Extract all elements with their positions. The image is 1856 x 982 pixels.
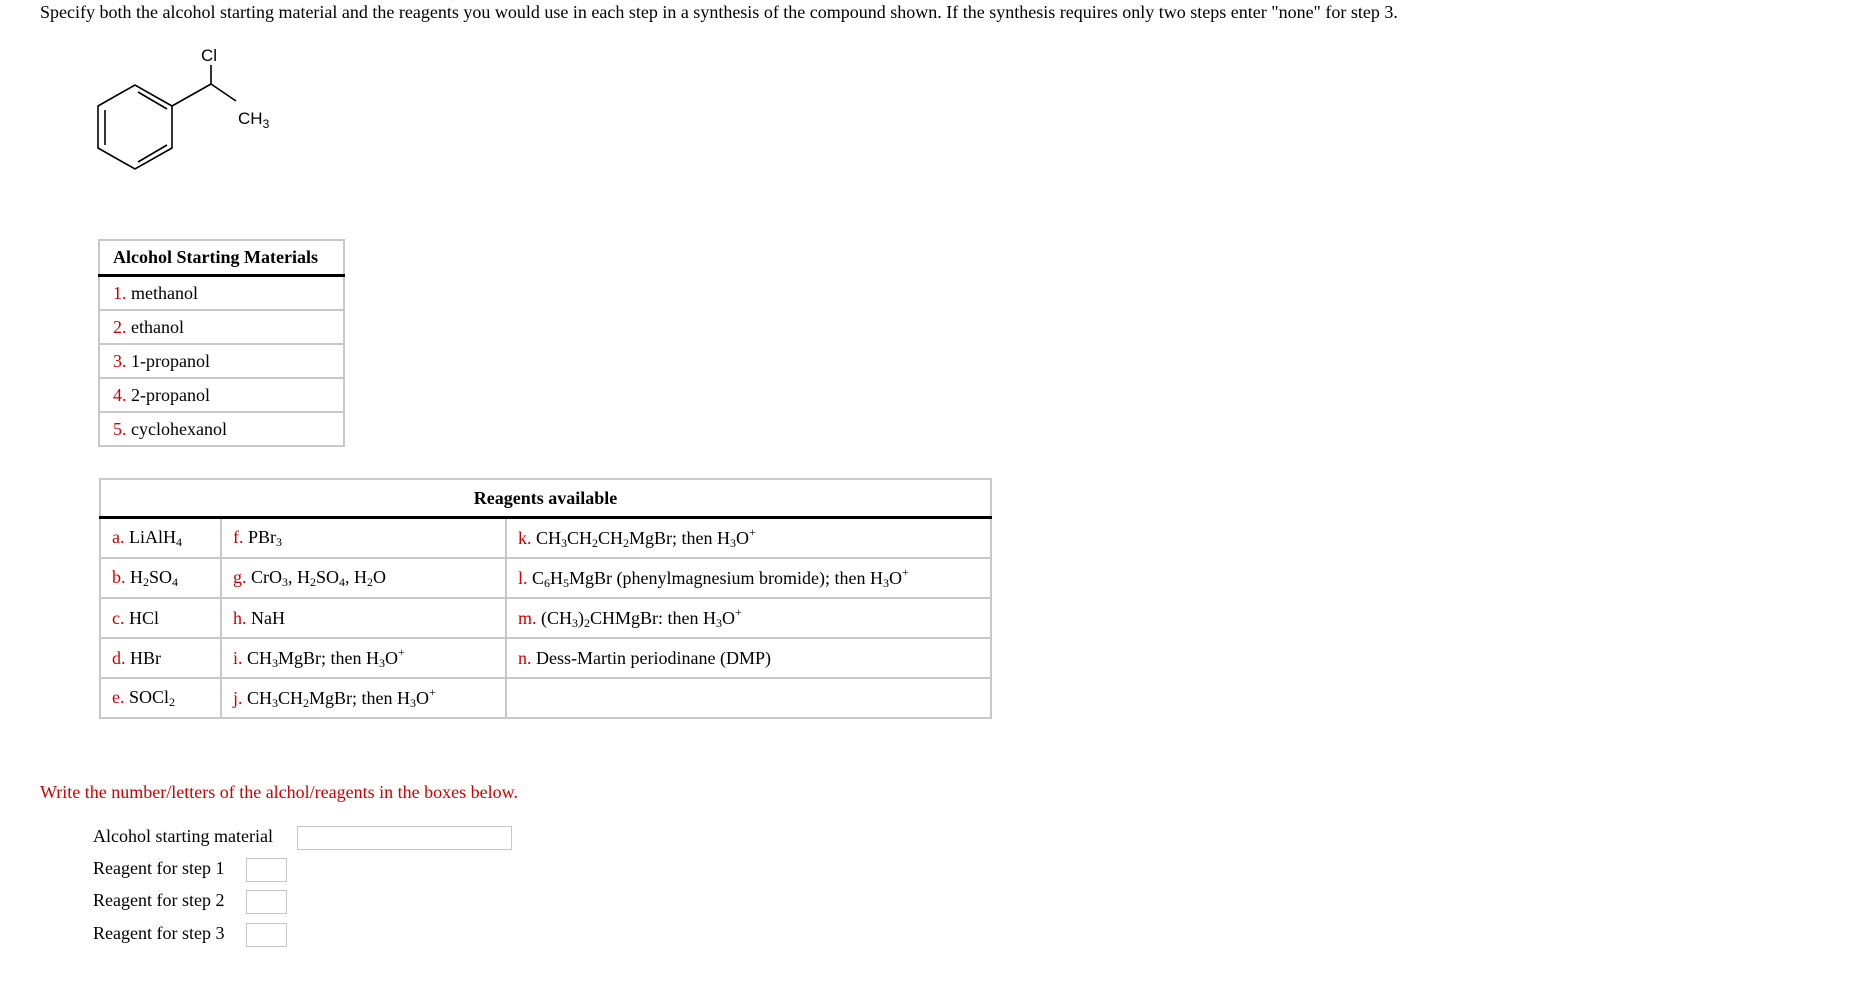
reagent-cell	[100, 678, 221, 718]
reagent-row	[100, 678, 991, 718]
formula-part: 6	[544, 576, 551, 590]
step2-answer-label: Reagent for step 2	[93, 890, 225, 910]
formula-part: 3	[716, 616, 723, 630]
formula-part: (CH	[541, 608, 573, 628]
formula-part: +	[429, 685, 436, 699]
formula-part: 3	[572, 616, 579, 630]
alcohol-row	[99, 276, 344, 311]
reagent-cell	[221, 678, 506, 718]
reagent-row	[100, 638, 991, 678]
formula-part: CrO	[251, 566, 282, 587]
alcohol-label: 2.	[113, 316, 127, 337]
reagent-label: f.	[233, 526, 244, 547]
reagent-formula	[251, 608, 285, 628]
formula-part: 2	[303, 696, 310, 710]
reagent-row	[100, 518, 991, 559]
reagent-cell	[221, 598, 506, 638]
formula-part: 4	[339, 574, 346, 589]
formula-part: CH	[536, 528, 562, 548]
chiral-to-methyl-bond	[211, 84, 236, 101]
alcohol-name: 1-propanol	[131, 350, 210, 371]
alcohol-name: methanol	[131, 282, 198, 303]
alcohol-name: 2-propanol	[131, 384, 210, 405]
formula-part: , H	[345, 566, 368, 587]
reagent-formula	[532, 565, 909, 590]
reagent-formula	[536, 525, 756, 550]
formula-part: 5	[563, 576, 570, 590]
formula-part: 3	[379, 656, 386, 670]
reagent-cell	[506, 638, 991, 678]
formula-part: 3	[272, 656, 279, 670]
reagent-table	[99, 478, 992, 719]
formula-part: CH	[278, 688, 304, 708]
reagent-cell	[221, 518, 506, 559]
reagent-formula	[251, 567, 386, 587]
formula-part: O	[385, 648, 399, 668]
formula-part: 2	[584, 616, 591, 630]
alcohol-label: 3.	[113, 350, 127, 371]
alcohol-cell	[99, 378, 344, 412]
formula-part: 3	[561, 536, 568, 550]
step1-answer-label: Reagent for step 1	[93, 858, 225, 878]
reagent-cell	[506, 518, 991, 559]
formula-part: O	[416, 688, 430, 708]
formula-part: 2	[310, 574, 316, 589]
formula-part: CH	[598, 528, 624, 548]
formula-part: MgBr (phenylmagnesium bromide); then H	[569, 568, 883, 588]
reagent-label: a.	[112, 526, 125, 547]
step1-answer-input[interactable]	[246, 858, 287, 882]
formula-part: SO	[316, 566, 340, 587]
step2-answer-input[interactable]	[246, 890, 287, 914]
alcohol-row	[99, 344, 344, 378]
reagent-cell	[100, 518, 221, 559]
formula-part: CH	[247, 648, 273, 668]
formula-part: C	[532, 568, 545, 588]
alcohol-label: 5.	[113, 418, 127, 439]
reagent-cell	[506, 598, 991, 638]
alcohol-label: 4.	[113, 384, 127, 405]
chlorine-label: Cl	[201, 46, 218, 65]
reagent-formula	[130, 567, 178, 587]
question-text: Specify both the alcohol starting material and the reagents you would use in each step in a synthesis of the compound shown. If the synthesis requires only two steps enter "none" for step 3.	[40, 2, 1398, 22]
formula-part: SO	[149, 566, 173, 587]
alcohol-label: 1.	[113, 282, 127, 303]
reagent-label: g.	[233, 566, 247, 587]
formula-part: Dess-Martin periodinane (DMP)	[536, 647, 771, 668]
formula-part: O	[888, 568, 902, 588]
reagent-formula	[129, 687, 175, 707]
formula-part: MgBr; then H	[278, 648, 380, 668]
formula-part: NaH	[251, 607, 285, 628]
alcohol-answer-label: Alcohol starting material	[93, 826, 273, 846]
formula-part: 4	[172, 574, 179, 589]
formula-part: 2	[592, 536, 599, 550]
reagent-formula	[247, 685, 436, 710]
alcohol-cell	[99, 412, 344, 446]
formula-part: O	[722, 608, 736, 628]
reagent-label: m.	[518, 608, 537, 628]
alcohol-table-header: Alcohol Starting Materials	[99, 240, 344, 276]
formula-part: , H	[288, 566, 310, 587]
formula-part: O	[736, 528, 750, 548]
formula-part: HBr	[130, 647, 161, 668]
alcohol-row	[99, 378, 344, 412]
molecule-structure	[0, 0, 320, 200]
reagent-label: c.	[112, 607, 125, 628]
methyl-label: $CH_3$	[238, 109, 270, 131]
reagent-row	[100, 598, 991, 638]
alcohol-row	[99, 412, 344, 446]
formula-part: 2	[143, 574, 149, 589]
formula-part: CH	[567, 528, 593, 548]
reagent-label: i.	[233, 648, 243, 668]
formula-part: SOCl	[129, 686, 170, 707]
formula-part: HCl	[129, 607, 160, 628]
reagent-label: d.	[112, 647, 126, 668]
formula-part: )	[578, 608, 585, 628]
formula-part: H	[130, 566, 143, 587]
benzene-ring	[98, 85, 172, 169]
reagent-cell	[100, 558, 221, 598]
alcohol-row	[99, 310, 344, 344]
formula-part: 2	[623, 536, 630, 550]
formula-part: 4	[176, 534, 182, 549]
alcohol-cell	[99, 310, 344, 344]
formula-part: +	[398, 645, 405, 659]
reagent-label: l.	[518, 568, 528, 588]
step3-answer-label: Reagent for step 3	[93, 923, 225, 943]
formula-part: +	[749, 525, 756, 539]
reagent-formula	[129, 527, 182, 547]
formula-part: CHMgBr: then H	[590, 608, 717, 628]
reagent-formula	[130, 648, 161, 668]
formula-part: CH	[247, 688, 273, 708]
reagent-formula	[541, 605, 742, 630]
reagent-table-header: Reagents available	[100, 479, 991, 518]
formula-part: 3	[410, 696, 417, 710]
alcohol-name: ethanol	[131, 316, 184, 337]
formula-part: PBr	[248, 526, 277, 547]
reagent-formula	[536, 648, 771, 668]
reagent-label: k.	[518, 528, 532, 548]
reagent-label: j.	[233, 688, 243, 708]
reagent-formula	[129, 608, 159, 628]
formula-part: 3	[276, 534, 283, 549]
alcohol-cell	[99, 344, 344, 378]
reagent-label: h.	[233, 607, 247, 628]
alcohol-cell	[99, 276, 344, 311]
formula-part: MgBr; then H	[309, 688, 411, 708]
step3-answer-input[interactable]	[246, 923, 287, 947]
reagent-cell	[100, 638, 221, 678]
formula-part: 2	[169, 694, 176, 709]
instruction-text: Write the number/letters of the alchol/reagents in the boxes below.	[40, 782, 518, 802]
formula-part: 3	[272, 696, 279, 710]
reagent-row	[100, 558, 991, 598]
formula-part: +	[901, 565, 909, 579]
formula-part: LiAlH	[129, 526, 176, 547]
reagent-cell	[506, 558, 991, 598]
alcohol-table	[98, 239, 345, 447]
formula-part: 2	[367, 574, 374, 589]
ring-to-chiral-bond	[172, 84, 211, 106]
formula-part: MgBr; then H	[629, 528, 731, 548]
formula-part: H	[550, 568, 564, 588]
reagent-formula	[247, 645, 405, 670]
formula-part: 3	[730, 536, 737, 550]
alcohol-name: cyclohexanol	[131, 418, 227, 439]
alcohol-answer-input[interactable]	[297, 826, 512, 850]
reagent-label: e.	[112, 686, 125, 707]
formula-part: 3	[882, 576, 889, 590]
formula-part: 3	[282, 574, 288, 589]
reagent-formula	[248, 527, 282, 547]
formula-part: O	[373, 566, 387, 587]
reagent-cell	[506, 678, 991, 718]
formula-part: +	[735, 605, 742, 619]
reagent-label: n.	[518, 647, 532, 668]
reagent-label: b.	[112, 566, 126, 587]
reagent-cell	[221, 558, 506, 598]
reagent-cell	[100, 598, 221, 638]
reagent-cell	[221, 638, 506, 678]
